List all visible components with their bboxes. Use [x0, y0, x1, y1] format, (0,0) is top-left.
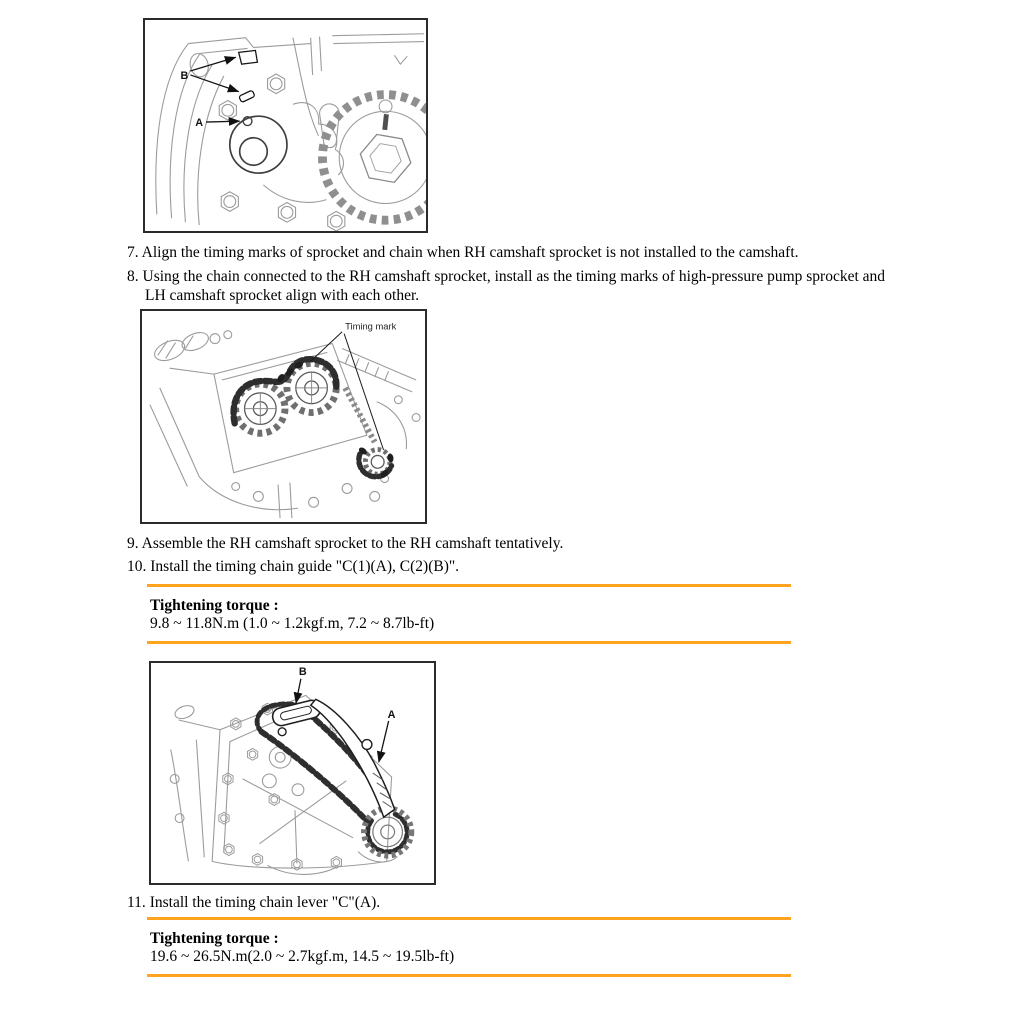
figure2-drawing: [142, 311, 425, 522]
torque-rule-top-1: [147, 584, 791, 587]
sprocket-timing-mark: [382, 114, 389, 130]
arrow-b1: [190, 57, 235, 71]
figure2-timing-mark-label: Timing mark: [345, 321, 397, 332]
cover-bolts: [219, 74, 345, 231]
key-mark: [239, 90, 255, 102]
arrow-b: [296, 679, 301, 704]
step-11: [127, 893, 889, 912]
figure-chain-guide-lever: [149, 661, 436, 885]
step-9-text: Assemble the RH camshaft sprocket to the RH camshaft tentatively.: [141, 535, 564, 552]
figure-crankshaft-timing-marks: [143, 18, 428, 233]
crankshaft-hub: [230, 116, 287, 173]
figure1-drawing: [145, 20, 426, 231]
torque-note-1: [150, 597, 434, 633]
figure1-label-b: B: [180, 69, 189, 82]
step-11-number: 11.: [127, 894, 146, 911]
step-8-number: 8.: [127, 268, 139, 285]
step-7-number: 7.: [127, 244, 139, 261]
step-11-text: Install the timing chain lever "C"(A).: [149, 894, 381, 911]
cover-notch-mark: [239, 50, 258, 64]
engine-block-lines: [150, 329, 420, 518]
step-10: [127, 557, 889, 576]
step-10-number: 10.: [127, 558, 147, 575]
step-7-text: Align the timing marks of sprocket and chain when RH camshaft sprocket is not installed to the camshaft.: [141, 244, 799, 261]
figure3-drawing: [151, 663, 434, 883]
timing-mark-pointer-lines: [311, 332, 384, 450]
step-8-text: Using the chain connected to the RH camshaft sprocket, install as the timing marks of high-pressure pump sprocket and LH camshaft sprocket align with each other.: [142, 268, 886, 304]
torque-rule-bottom-1: [147, 641, 791, 644]
step-10-text: Install the timing chain guide "C(1)(A), C(2)(B)".: [150, 558, 460, 575]
torque-1-label: Tightening torque :: [150, 597, 279, 614]
figure3-label-a: A: [387, 709, 396, 721]
torque-rule-bottom-2: [147, 974, 791, 977]
timing-mark-pointers: [190, 50, 257, 122]
figure-camshaft-sprockets-chain: [140, 309, 427, 524]
step-8: [127, 267, 889, 305]
arrow-a: [206, 121, 240, 122]
torque-note-2: [150, 930, 454, 966]
torque-rule-top-2: [147, 917, 791, 920]
figure3-label-b: B: [298, 665, 307, 678]
torque-2-value: 19.6 ~ 26.5N.m(2.0 ~ 2.7kgf.m, 14.5 ~ 19.5lb-ft): [150, 948, 455, 965]
torque-1-value: 9.8 ~ 11.8N.m (1.0 ~ 1.2kgf.m, 7.2 ~ 8.7lb-ft): [150, 615, 435, 632]
figure1-label-a: A: [195, 117, 204, 129]
step-9: [127, 534, 889, 553]
arrow-b2: [190, 75, 238, 92]
guide-bolt: [278, 728, 286, 736]
step-9-number: 9.: [127, 535, 139, 552]
step-7: [127, 243, 889, 262]
crankshaft-sprocket: [322, 95, 426, 221]
arrow-a: [379, 721, 389, 762]
torque-2-label: Tightening torque :: [150, 930, 279, 947]
